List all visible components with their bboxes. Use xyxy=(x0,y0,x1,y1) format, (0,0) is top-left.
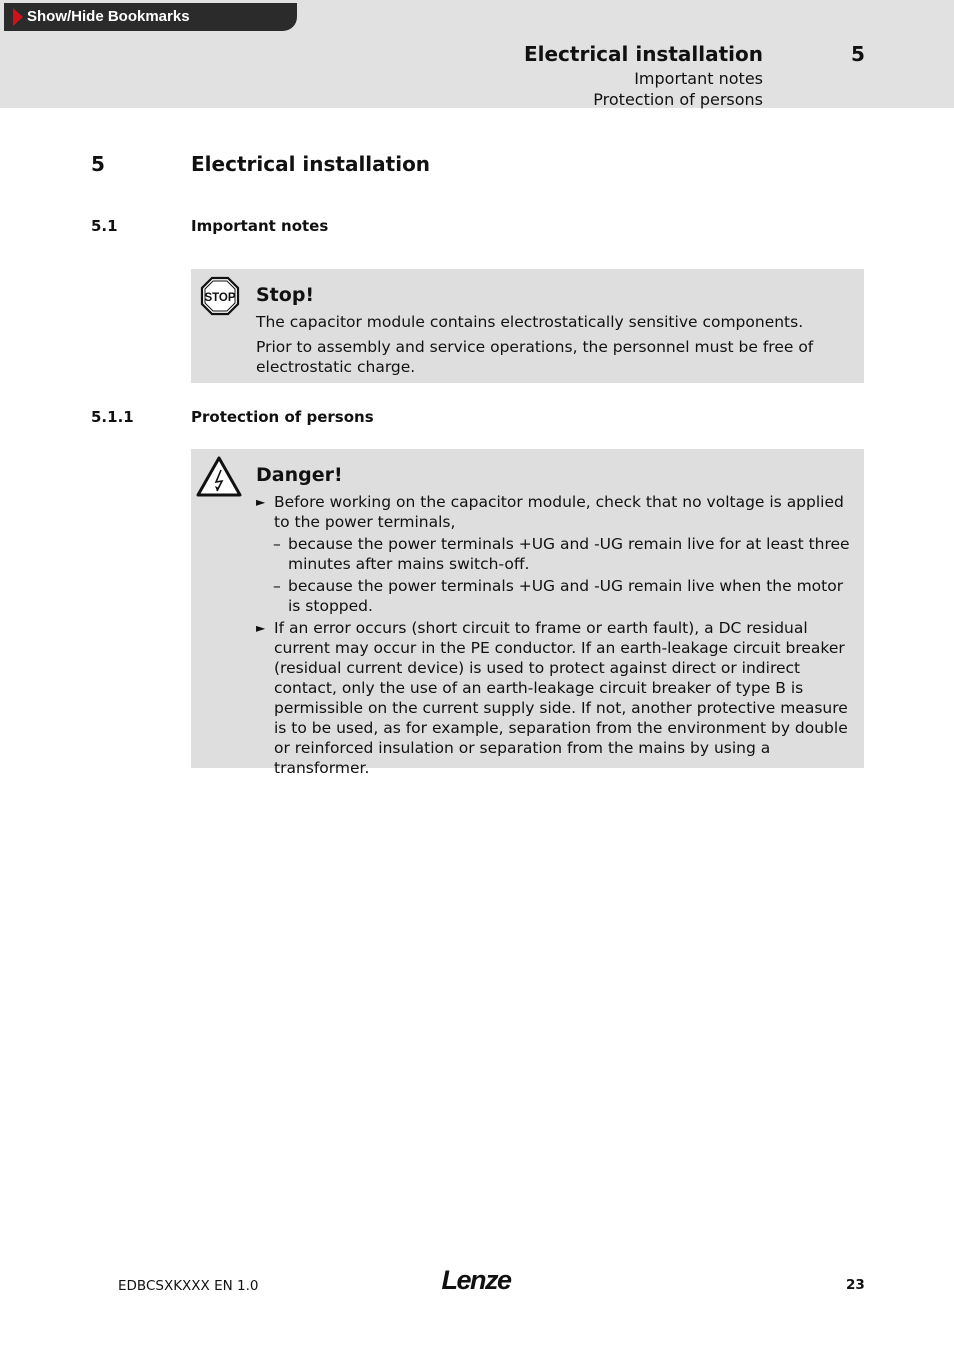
stop-notice-title: Stop! xyxy=(256,284,315,306)
danger-bullet-1: Before working on the capacitor module, check that no voltage is applied to the power terminals, xyxy=(274,493,844,531)
list-item xyxy=(256,534,854,574)
stop-notice xyxy=(191,269,864,383)
header-subtitle-2: Protection of persons xyxy=(593,90,763,109)
header-chapter-number: 5 xyxy=(851,42,865,66)
stop-notice-text-1: The capacitor module contains electrostatically sensitive components. xyxy=(256,313,804,331)
document-id: EDBCSXKXXX EN 1.0 xyxy=(118,1278,259,1294)
section-5-heading: Electrical installation xyxy=(191,152,431,176)
list-item xyxy=(256,492,854,532)
bullet-triangle-icon: ► xyxy=(256,621,266,635)
danger-sub-2: because the power terminals +UG and -UG remain live when the motor is stopped. xyxy=(288,577,844,615)
dash-marker: – xyxy=(273,577,281,595)
high-voltage-warning-icon xyxy=(196,455,242,499)
section-5-1-number: 5.1 xyxy=(91,217,118,235)
triangle-right-icon xyxy=(13,8,23,26)
section-5-1-1-number: 5.1.1 xyxy=(91,408,134,426)
bullet-triangle-icon: ► xyxy=(256,495,266,509)
bookmarks-button-label: Show/Hide Bookmarks xyxy=(27,8,190,25)
show-hide-bookmarks-button[interactable] xyxy=(4,3,297,31)
stop-notice-text-2: Prior to assembly and service operations, the personnel must be free of electrostatic charge. xyxy=(256,338,814,376)
list-item xyxy=(256,618,854,778)
section-5-1-1-heading: Protection of persons xyxy=(191,408,374,426)
dash-marker: – xyxy=(273,535,281,553)
section-5-1-heading: Important notes xyxy=(191,217,329,235)
section-5-number: 5 xyxy=(91,152,105,176)
danger-notice-title: Danger! xyxy=(256,464,343,486)
list-item xyxy=(256,576,854,616)
danger-notice xyxy=(191,449,864,777)
header-title: Electrical installation xyxy=(523,42,763,66)
stop-sign-icon xyxy=(196,275,244,323)
svg-text:Lenze: Lenze xyxy=(441,1265,511,1295)
danger-bullet-2: If an error occurs (short circuit to frame or earth fault), a DC residual current may occur in the PE conductor. If an earth-leakage circuit breaker (residual current device) is used to protect against direct or indirect contact, only the use of an earth-leakage circuit breaker of type B is permissible on the current supply side. If not, another protective measure is to be used, as for example, separation from the environment by double or reinforced insulation or separation from the mains by using a transformer. xyxy=(274,619,848,777)
page-number: 23 xyxy=(846,1277,865,1293)
header-subtitle-1: Important notes xyxy=(634,69,763,88)
lenze-logo xyxy=(436,1265,516,1295)
danger-sub-1: because the power terminals +UG and -UG remain live for at least three minutes after mains switch-off. xyxy=(288,535,850,573)
svg-text:STOP: STOP xyxy=(204,292,236,304)
